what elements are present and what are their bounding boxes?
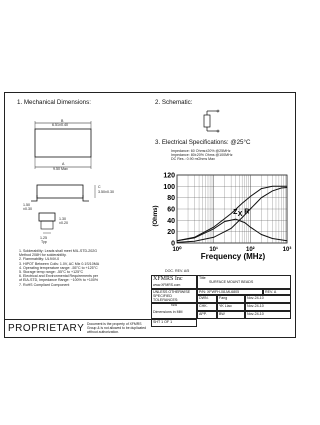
chart-point-z [287, 186, 288, 187]
chart-series-label-x: X [237, 211, 243, 219]
section-schematic-title: 2. Schematic: [155, 99, 193, 106]
chart-x-tick-label: 10⁰ [172, 247, 182, 253]
chart-point-z [242, 203, 243, 204]
dim-f-value: 1.25 [40, 236, 47, 240]
chart-point-r [177, 242, 178, 243]
sign-name: Fang [217, 295, 245, 303]
chart-point-x [272, 238, 273, 239]
dim-b-value: 6.51±0.40 [52, 123, 68, 127]
tolerance-header: UNLESS OTHERWISE SPECIFIED TOLERANCES: [153, 290, 191, 303]
chart-grid [177, 175, 287, 243]
sign-name: BW [217, 311, 245, 319]
note-line: 4. Operating temperature range: -55°C to +125°C [19, 265, 98, 270]
proprietary-strip [5, 319, 151, 338]
section-electrical-title: 3. Electrical Specifications: @25°C [155, 139, 251, 146]
sign-date: Nov-24-10 [245, 311, 291, 319]
note-line: 5. Storage temp range: -55°C to +125°C [19, 270, 84, 275]
rev-cell: REV. A [263, 289, 291, 295]
chart-point-z [281, 186, 282, 187]
dim-b-label: B [61, 119, 64, 123]
end-view-body [39, 213, 55, 221]
company-url: www.XFMRS.com [153, 283, 181, 287]
schematic-symbol [201, 109, 235, 133]
tolerance-value: N/A [171, 302, 177, 307]
dim-e-value: 1.30 [59, 217, 66, 221]
dims-unit: Dimensions in MM [153, 310, 183, 314]
notes-list [19, 249, 99, 287]
chart-series-line-r [177, 188, 287, 243]
chart-x-tick-label: 10² [245, 247, 255, 253]
spec-list [171, 149, 233, 162]
note-line: of EIA-STD, Impedance Range: ~100% to +100% [19, 278, 99, 283]
chart-point-z [250, 196, 251, 197]
dim-a-label: A [62, 162, 65, 166]
title-cell [197, 275, 291, 289]
chart-point-r [261, 197, 262, 198]
chart-point-r [272, 191, 273, 192]
note-line: Method 208H for solderability. [19, 253, 67, 258]
chart-y-tick-label: 100 [163, 183, 175, 191]
title-block [151, 275, 291, 333]
note-line: 1. Solderability: Leads shall meet MIL-STD-202G [19, 249, 98, 253]
dim-f-tolerance: Typ [41, 240, 47, 244]
proprietary-notice: Document is the property of XFMRS Group & is not allowed to be duplicated without authorization. [87, 322, 146, 334]
chart-x-tick-label: 10³ [282, 247, 292, 253]
top-view-body [35, 129, 91, 157]
chart-point-x [244, 222, 245, 223]
chart-y-label: (Ohms) [153, 205, 159, 227]
chart-series-label-r: R [244, 208, 250, 216]
note-line: 2. Flammability: UL94V-0 [19, 257, 60, 262]
sign-role: CHK. [197, 303, 217, 311]
note-line: 7. RoHS Compliant Component [19, 282, 70, 287]
spec-line: Impedance: 80±20% Ohms @100MHz [171, 153, 233, 158]
sign-role: APP. [197, 311, 217, 319]
chart-y-tick-label: 80 [167, 195, 175, 203]
sheet-number: SHT 1 OF 1 [151, 319, 197, 327]
chart-point-x [177, 240, 178, 241]
chart-series-line-z [177, 186, 287, 240]
chart-point-r [231, 228, 232, 229]
chart-point-x [224, 221, 225, 222]
dim-c-label: C [98, 185, 101, 189]
chart-point-x [213, 228, 214, 229]
chart-x-label: Frequency (MHz) [200, 252, 266, 261]
note-line: 3. HIPOT Between Coils: 1.0V, AC Mix 0.1S/10MA [19, 261, 100, 266]
impedance-chart [147, 171, 295, 261]
chart-point-r [250, 209, 251, 210]
chart-y-tick-label: 40 [167, 217, 175, 225]
dim-d-value: 1.50 [23, 203, 30, 207]
pn-cell: P/N: XFWFH-08-ML6805 [197, 289, 263, 295]
chart-y-tick-label: 20 [167, 229, 175, 237]
drawing-sheet [4, 92, 296, 338]
proprietary-label: PROPRIETARY [8, 323, 85, 334]
chart-series [177, 186, 288, 243]
chart-point-z [213, 227, 214, 228]
chart-x-tick-label: 10¹ [209, 247, 219, 253]
dim-c-value: 3.50±0.30 [98, 190, 114, 194]
company-name: XFMRS Inc [153, 276, 183, 282]
sign-date: Nov-24-10 [245, 303, 291, 311]
chart-point-z [272, 186, 273, 187]
dim-a-value: 9.50 Max [53, 167, 68, 171]
sign-role: DWN. [197, 295, 217, 303]
chart-point-x [261, 234, 262, 235]
chart-y-tick-label: 0 [171, 240, 175, 248]
chart-point-z [231, 213, 232, 214]
dim-d-tolerance: ±0.30 [23, 207, 32, 211]
chart-series-label-z: Z [233, 209, 238, 217]
chart-point-z [261, 188, 262, 189]
doc-revision: DOC. REV. A/5 [165, 269, 190, 273]
chart-point-x [287, 240, 288, 241]
mechanical-drawing [11, 109, 151, 249]
dims-unit-cell [151, 303, 197, 319]
chart-y-tick-label: 120 [163, 172, 175, 180]
dim-e-tolerance: ±0.20 [59, 221, 68, 225]
chart-point-x [235, 219, 236, 220]
company-cell [151, 275, 197, 289]
chart-point-r [287, 187, 288, 188]
sign-name: YK Liao [217, 303, 245, 311]
spec-line: DC Res.: 0.90 mOhms Max [171, 157, 215, 162]
section-mechanical-title: 1. Mechanical Dimensions: [17, 99, 91, 106]
chart-point-r [281, 188, 282, 189]
chart-point-r [213, 237, 214, 238]
chart-point-x [250, 227, 251, 228]
title-label: Title [199, 276, 206, 280]
chart-point-r [194, 241, 195, 242]
spec-line: Impedance: 60 Ohms±20% @25MHz [171, 149, 231, 153]
title-value: SURFACE MOUNT BEADS [209, 280, 254, 285]
side-view-body [37, 185, 83, 198]
chart-y-ticks [163, 173, 175, 248]
note-line: 6. Electrical and Environmental Requirements per [19, 274, 99, 279]
sign-date: Nov-24-10 [245, 295, 291, 303]
chart-point-x [194, 238, 195, 239]
chart-y-tick-label: 60 [167, 206, 175, 214]
tolerance-cell [151, 289, 197, 307]
